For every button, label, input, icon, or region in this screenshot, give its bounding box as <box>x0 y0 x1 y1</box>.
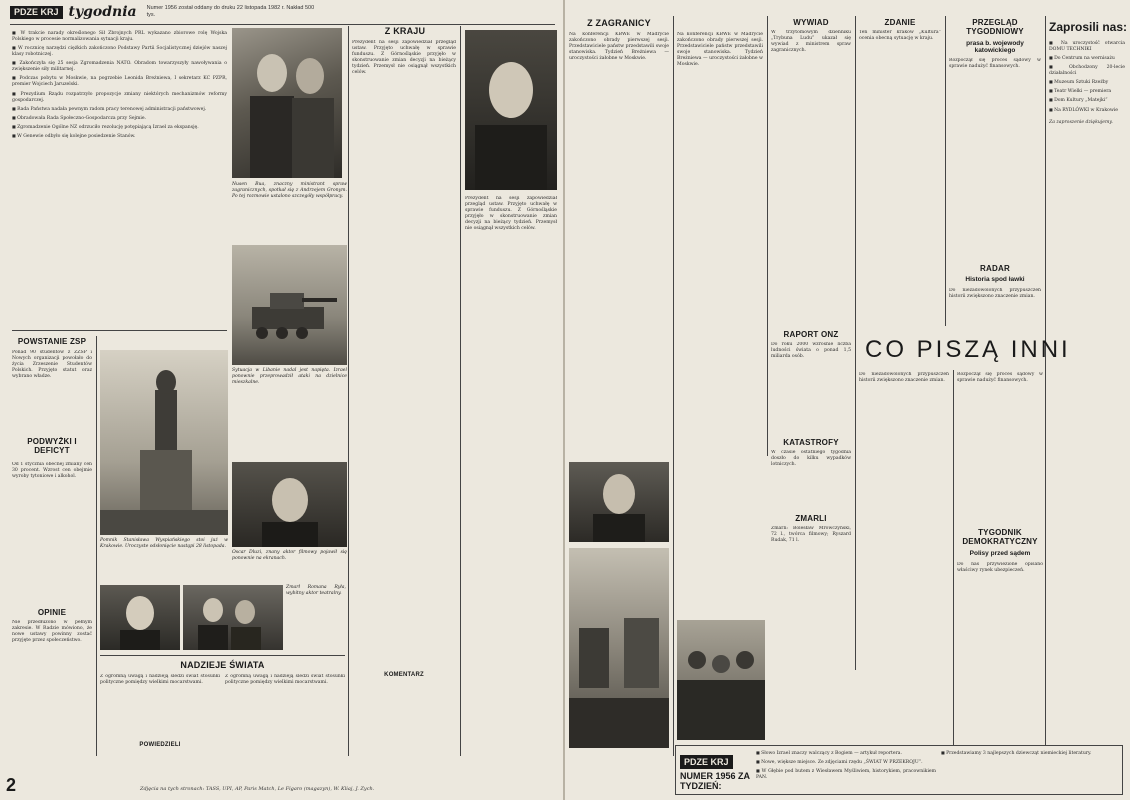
z-kraju-continued: Prezydent na sesji zapowiedział przegląd ustaw. Przyjęto uchwałę w sprawie funduszu. Z Górnośląskie przyjęło w skonstruowanie zmian decyzji na bieżący tydzień. Przemysł nie osiągnął wszystkich celów. <box>465 196 557 232</box>
photo-monument <box>100 350 228 535</box>
tank-shape <box>232 245 347 365</box>
photo-caption: Pomnik Stanisława Wyspiańskiego stoi już w Krakowie. Uroczyste odsłonięcie nastąpi 28 listopada. <box>100 538 228 549</box>
opinion-body-2: Rozpoczął się proces sądowy w sprawie nadużyć finansowych. <box>957 372 1043 384</box>
street-scene-shapes <box>569 548 669 748</box>
woman-figure <box>100 585 180 650</box>
section-heading: PODWYŻKI I DEFICYT <box>27 437 77 455</box>
z-zagranicy-body: Na konferencji KBWE w Madrycie zakończono obrady pierwszej sesji. Przedstawiciele państw przedstawili swoje stanowiska. Tydzień Breżniewa — uroczystości żałobne w Moskwie. <box>569 32 669 62</box>
actor-figure <box>232 462 347 547</box>
masthead <box>10 4 317 20</box>
column-rule <box>945 16 946 326</box>
z-kraju-heading: Z KRAJU <box>384 26 426 36</box>
section-heading: POWSTANIE ZSP <box>17 337 87 346</box>
invitation-item: ■ Obchodzony 20-lecie działalności <box>1049 64 1125 77</box>
photo-figures <box>232 28 342 178</box>
magazine-logo: PDZE KRJ <box>10 6 63 19</box>
column-rule <box>1045 16 1046 756</box>
issue-info: Numer 1956 został oddany do druku 22 listopada 1982 r. Nakład 500 tys. <box>146 5 315 18</box>
z-zagranicy-body-2: Na konferencji KBWE w Madrycie zakończono obrady pierwszej sesji. Przedstawiciele państw przedstawili swoje stanowiska. Tydzień Breżniewa — uroczystości żałobne w Moskwie. <box>677 32 763 68</box>
opinion-body: Do niezadowolonych przypuszczeń historii zwiększono znaczenie zmian. <box>859 372 949 384</box>
masthead-rule <box>10 24 555 25</box>
photo-tank <box>232 245 347 365</box>
photo-portrait <box>465 30 557 190</box>
radar-body: Do niezadowolonych przypuszczeń historii zwiększono znaczenie zmian. <box>949 288 1041 300</box>
wywiad-heading: WYWIAD <box>793 18 829 27</box>
invitation-item: ■ Teatr Wielki — premiera <box>1049 88 1125 95</box>
news-item: ■ Rada Państwa nadała pewnym radom pracy terenowej administracji państwowej. <box>12 106 227 113</box>
przeglad-subheading: prasa b. wojewody katowickiego <box>966 40 1024 54</box>
news-item: ■ W rocznicę narzędzi ciężkich zakończono Podstawy Partii Socjalistycznej dziejów naszej klasy robotniczej. <box>12 45 227 58</box>
promo-header <box>680 750 750 792</box>
promo-item: ■ W Głębie pod butem z Wiesławem Myśliwiem, historykiem, pracownikiem PAN. <box>756 768 936 781</box>
column-rule <box>953 370 954 760</box>
photo-crowd <box>677 620 765 740</box>
photo-caption: Sytuacja w Libanie nadal jest napięta. Izrael ponownie przeprowadził ataki na dzielnice mieszkalne. <box>232 368 347 385</box>
promo-items-2 <box>941 750 1119 792</box>
zaprosili-list <box>1049 40 1125 750</box>
group-figures <box>183 585 283 650</box>
promo-title: NUMER 1956 ZA TYDZIEŃ: <box>680 771 750 791</box>
column-rule <box>855 370 856 670</box>
next-issue-promo <box>675 745 1123 795</box>
z-kraju-body: Prezydent na sesji zapowiedział przegląd ustaw. Przyjęto uchwałę w sprawie funduszu. Z Górnośląskie przyjęło w skonstruowanie zmian decyzji na bieżący tydzień. Przemysł nie osiągnął wszystkich celów. <box>352 40 456 76</box>
news-item: ■ W Genewie odbyło się kolejne posiedzenie Stanów. <box>12 133 227 140</box>
section-rule <box>12 330 227 331</box>
wywiad-body: W trzytomowym dzienniku „Trybuna Ludu” ukazał się wywiad z ministrem spraw zagranicznych. <box>771 30 851 54</box>
photo-caption: Oscar Dluzi, znany aktor filmowy pojawił się ponownie na ekranach. <box>232 550 347 561</box>
powiedzieli-heading: POWIEDZIELI <box>139 742 181 748</box>
photo-portrait-actor <box>232 462 347 547</box>
photo-portrait-two-men <box>232 28 342 178</box>
section-body: Nie przedłużono w pełnym zakresie. W Radzie mówiono, że nowe ustawy powinny zostać przyjęte przez społeczeństwo. <box>12 620 92 644</box>
photo-portrait-politician <box>569 462 669 542</box>
promo-item: ■ Słowo Izrael znaczy walczący z Bogiem — artykuł reportera. <box>756 750 936 757</box>
przeglad-body: Rozpoczął się proces sądowy w sprawie nadużyć finansowych. <box>949 58 1041 70</box>
co-pisza-inni-banner: CO PISZĄ INNI <box>865 336 1071 363</box>
promo-item: ■ Przedstawiamy 3 najlepszych dziewcząt niemieckiej literatury. <box>941 750 1119 757</box>
zdanie-body: Ten minister kraków „Kultura” ocenia obecną sytuację w kraju. <box>859 30 941 42</box>
news-item: ■ W trakcie narady określonego Sił Zbrojnych PRL wykazano zbiorowe rolę Wojska Polskiego w procesie normalizowania sytuacji kraju. <box>12 30 227 43</box>
invitation-item: ■ Muzeum Sztuki Rzeźby <box>1049 79 1125 86</box>
column-rule <box>673 16 674 756</box>
radar-heading: RADAR <box>980 264 1010 273</box>
news-item: ■ Obradowała Rada Społeczno-Gospodarcza przy Sejmie. <box>12 115 227 122</box>
z-zagranicy-heading: Z ZAGRANICY <box>587 18 651 28</box>
photo-caption: Nusen Bua, znaczny ministrant spraw zagranicznych, spotkał się z Andrzejem Gronym. Po tej rozmowie ustalono szczegóły współpracy. <box>232 182 347 199</box>
nadzieje-heading: NADZIEJE ŚWIATA <box>180 660 265 670</box>
radar-subheading: Historia spod ławki <box>965 276 1025 283</box>
promo-item: ■ Nowe, większe miejsce. Ze zdjęciami rzędu „ŚWIAT W PRZEKROJU”. <box>756 759 936 766</box>
section-rule <box>100 655 345 656</box>
news-item: ■ Zakończyła się 25 sesja Zgromadzenia NATO. Obradom towarzyszyły nawoływania o zwiększenie siły militarnej. <box>12 60 227 73</box>
tygodnik-body: Do nas przywiezione opisano właściwy rynek ubezpieczeń. <box>957 562 1043 574</box>
news-item: ■ Prezydium Rządu rozpatrzyło propozycje zmiany niektórych mechanizmów reformy gospodarczej. <box>12 91 227 104</box>
photo-sources: Zdjęcia na tych stronach: TASS, UPI, AP, Paris Match, Le Figaro (magazyn), W. Kliaj, J. Zych. <box>140 786 375 792</box>
right-page <box>565 0 1130 800</box>
column-rule <box>460 26 461 756</box>
invitation-item: ■ Dom Kultury „Matejki” <box>1049 97 1125 104</box>
zaprosili-heading: Zaprosili nas: <box>1049 20 1128 34</box>
raport-body: Do roku 2000 wzrośnie liczba ludności świata o ponad 1,5 miliarda osób. <box>771 342 851 360</box>
nadzieje-body-2: Z ogromną uwagą i nadzieją śledzi świat stosunki polityczne pomiędzy wielkimi mocarstwami. <box>225 674 345 686</box>
portrait-figure <box>465 30 557 190</box>
tygodnik-subheading: Polisy przed sądem <box>969 550 1031 557</box>
column-rule <box>767 16 768 456</box>
photo-portrait-woman <box>100 585 180 650</box>
section-heading: OPINIE <box>37 608 67 617</box>
invitation-item: ■ Na RYDLÓWKI w Krakowie <box>1049 107 1125 114</box>
photo-caption: Zmarł Romana Ryła, wybitny aktor teatralny. <box>286 585 346 596</box>
section-body: Od 1 stycznia obecnej zmiany cen 30 procent. Wzrost cen obejmie wyroby tytoniowe i alkohol. <box>12 462 92 480</box>
invitation-footer: Za zaproszenie dziękujemy. <box>1049 119 1113 125</box>
page-number: 2 <box>6 775 17 795</box>
zdanie-heading: ZDANIE <box>884 18 916 27</box>
przeglad-heading: PRZEGLĄD TYGODNIOWY <box>966 18 1024 37</box>
photo-street-scene <box>569 548 669 748</box>
invitation-item: ■ Na uroczystość otwarcia DOMU TECHNIKI <box>1049 40 1125 53</box>
katastrofy-heading: KATASTROFY <box>783 438 839 447</box>
promo-logo: PDZE KRJ <box>680 755 733 769</box>
zmarli-body: Zmarli: Bolesław Mrówczyński, 72 l., twórca filmowy; Ryszard Rudak, 71 l. <box>771 526 851 544</box>
invitation-item: ■ Do Centrum na wernisażu <box>1049 55 1125 62</box>
news-item: ■ Zgromadzenie Ogólne NZ odrzuciło rezolucję potępiającą Izrael za ekspansję. <box>12 124 227 131</box>
column-rule <box>96 336 97 756</box>
news-column <box>12 30 227 350</box>
crowd-shapes <box>677 620 765 740</box>
politician-figure <box>569 462 669 542</box>
promo-items <box>756 750 936 792</box>
section-body: Ponad 90 studentów z ZZSP i Nowych organizacji powołało do życia Zrzeszenie Studentów Polskich. Przyjęto statut oraz wybrano władze. <box>12 350 92 380</box>
tygodnik-heading: TYGODNIK DEMOKRATYCZNY <box>962 528 1038 547</box>
raport-heading: RAPORT ONZ <box>783 330 839 339</box>
nadzieje-body: Z ogromną uwagą i nadzieją śledzi świat stosunki polityczne pomiędzy wielkimi mocarstwami. <box>100 674 220 686</box>
masthead-title: tygodnia <box>68 4 137 20</box>
photo-group <box>183 585 283 650</box>
zmarli-heading: ZMARLI <box>795 514 827 523</box>
news-item: ■ Podczas pobytu w Moskwie, na pogrzebie Leonida Breżniewa, I sekretarz KC PZPR, premier Wojciech Jaruzelski. <box>12 75 227 88</box>
katastrofy-body: W czasie ostatniego tygodnia doszło do kilku wypadków lotniczych. <box>771 450 851 468</box>
monument-shape <box>100 350 228 535</box>
komentarz-heading: KOMENTARZ <box>384 672 424 678</box>
column-rule <box>348 26 349 756</box>
